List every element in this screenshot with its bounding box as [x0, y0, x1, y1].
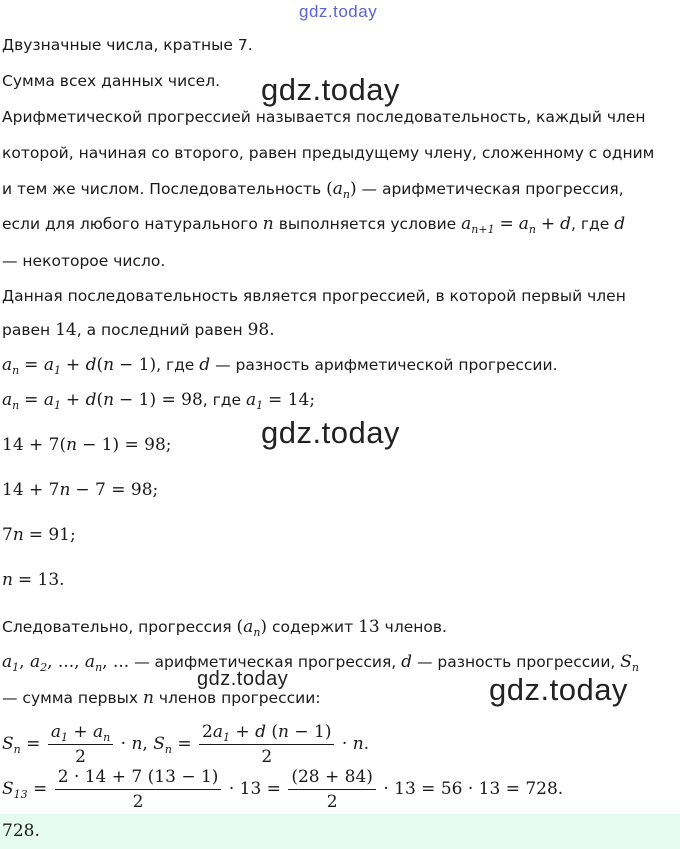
formula-line: 14 + 7(n − 1) = 98; [2, 435, 172, 455]
text-line: и тем же числом. Последовательность $(a_n)$ — арифметическая прогрессия, [2, 179, 624, 201]
formula-line: $a_n = a_1 + d(n - 1)$, где d — разность арифметической прогрессии. [2, 355, 558, 377]
text-line: — некоторое число. [2, 252, 166, 270]
text-line: если для любого натурального n выполняется условие $a_{n+1} = a_n + d$, где d [2, 214, 626, 236]
watermark-top: gdz.today [299, 2, 378, 21]
sum-calculation: $S_{13}$ = $\frac{2 \cdot 14 + 7 (13 - 1)}{2}$ · 13 = $\frac{(28 + 84)}{2}$ · 13 = 56 · 13 = 728. [2, 767, 564, 812]
formula-line: $a_n = a_1 + d(n - 1) = 98$, где $a_1 = 14$; [2, 390, 316, 412]
watermark: gdz.today [261, 72, 400, 107]
answer-box [0, 814, 680, 849]
watermark: gdz.today [197, 668, 289, 690]
text-line: которой, начиная со второго, равен предыдущему члену, сложенному с одним [2, 144, 655, 162]
text-line: Данная последовательность является прогрессией, в которой первый член [2, 287, 626, 305]
text-line: $a_1$, $a_2$, ..., $a_n$, ... — арифметическая прогрессия, d — разность прогрессии, $S_n$ [2, 652, 640, 674]
formula-line: 14 + 7n − 7 = 98; [2, 480, 159, 500]
text-line: Следовательно, прогрессия $(a_n)$ содержит 13 членов. [2, 617, 447, 639]
watermark: gdz.today [261, 415, 400, 450]
text-line: Двузначные числа, кратные 7. [2, 36, 253, 54]
formula-line: 7n = 91; [2, 525, 76, 545]
watermark: gdz.today [489, 672, 628, 707]
text-line: Арифметической прогрессией называется последовательность, каждый член [2, 108, 646, 126]
text-line: Сумма всех данных чисел. [2, 72, 221, 90]
sum-formula: $S_n$ = $\frac{a_1 + a_n}{2}$ · n, $S_n$ = $\frac{2a_1 + d (n - 1)}{2}$ · n. [2, 722, 370, 767]
formula-line: n = 13. [2, 570, 65, 590]
text-line: равен 14, а последний равен 98. [2, 320, 275, 340]
answer-value: 728. [2, 821, 40, 841]
text-line: — сумма первых n членов прогрессии: [2, 688, 321, 708]
